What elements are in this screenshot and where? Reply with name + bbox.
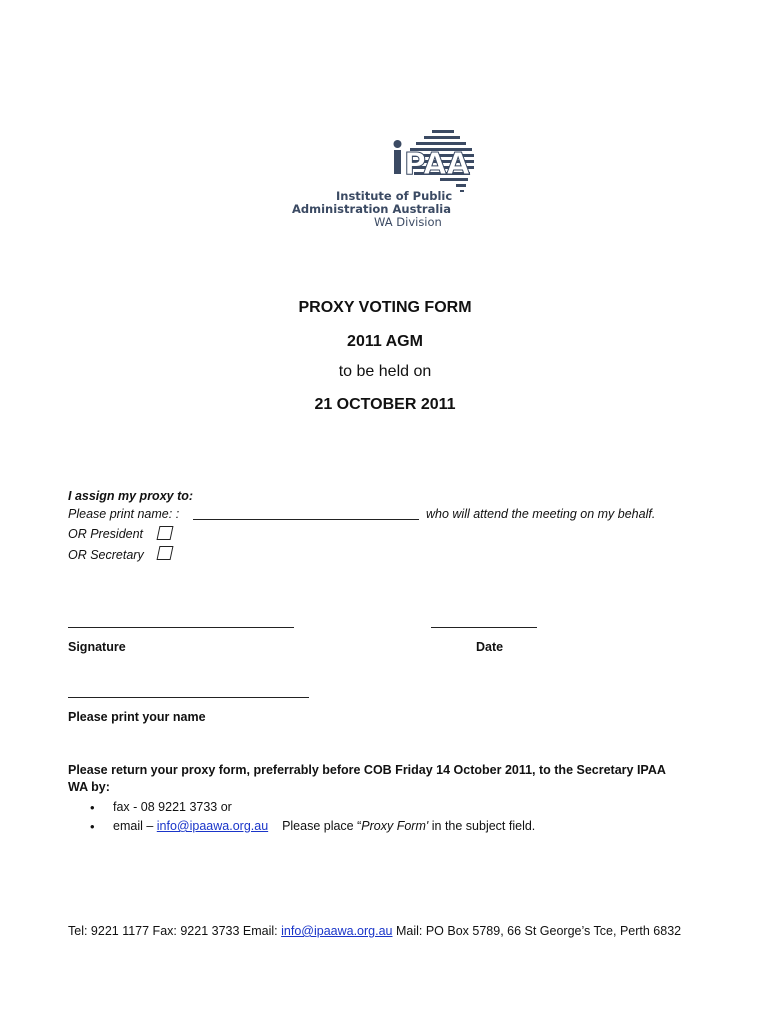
email-note-end: in the subject field. — [428, 819, 536, 833]
secretary-label: OR Secretary — [68, 548, 144, 562]
attend-text: who will attend the meeting on my behalf. — [426, 507, 656, 521]
email-prefix: email – — [113, 819, 154, 833]
ipaa-wordmark: PAA — [404, 147, 470, 182]
footer-email-link[interactable]: info@ipaawa.org.au — [281, 924, 393, 938]
list-item-email — [68, 819, 535, 838]
instructions-email-link[interactable]: info@ipaawa.org.au — [156, 819, 269, 833]
proxy-heading: I assign my proxy to: — [68, 489, 194, 503]
print-name-label: Please print name: : — [68, 507, 180, 521]
logo-line-2: Administration Australia — [292, 202, 451, 216]
date-field[interactable] — [431, 627, 537, 628]
form-title: PROXY VOTING FORM — [298, 299, 472, 316]
signature-field[interactable] — [68, 627, 294, 628]
ipaa-logo — [290, 126, 490, 232]
president-checkbox[interactable] — [158, 526, 172, 545]
footer — [68, 924, 681, 938]
list-item-fax — [68, 800, 535, 819]
signature-label: Signature — [68, 640, 126, 654]
printed-name-label: Please print your name — [68, 710, 206, 724]
instructions-line-1: Please return your proxy form, preferrably before COB Friday 14 October 2011, to the Secretary IPAA — [68, 763, 666, 777]
form-subtitle-agm: 2011 AGM — [347, 333, 423, 350]
secretary-checkbox[interactable] — [158, 546, 172, 565]
president-label: OR President — [68, 527, 144, 541]
email-note-start: Please place “ — [282, 819, 362, 833]
form-subtitle-held-on: to be held on — [338, 363, 432, 380]
email-note-italic: Proxy Form' — [361, 819, 429, 833]
footer-contact: Tel: 9221 1177 Fax: 9221 3733 Email: — [68, 924, 278, 938]
logo-line-3: WA Division — [374, 215, 442, 229]
proxy-name-field[interactable] — [193, 519, 419, 520]
form-meeting-date: 21 OCTOBER 2011 — [314, 396, 456, 413]
logo-line-1: Institute of Public — [336, 189, 453, 203]
fax-text: fax - 08 9221 3733 or — [113, 800, 232, 814]
printed-name-field[interactable] — [68, 697, 309, 698]
ipaa-wordmark-graphic — [290, 126, 490, 192]
return-methods-list — [68, 800, 535, 838]
footer-mail: Mail: PO Box 5789, 66 St George’s Tce, Perth 6832 — [395, 924, 682, 938]
instructions-line-2: WA by: — [68, 780, 110, 794]
date-label: Date — [476, 640, 504, 654]
